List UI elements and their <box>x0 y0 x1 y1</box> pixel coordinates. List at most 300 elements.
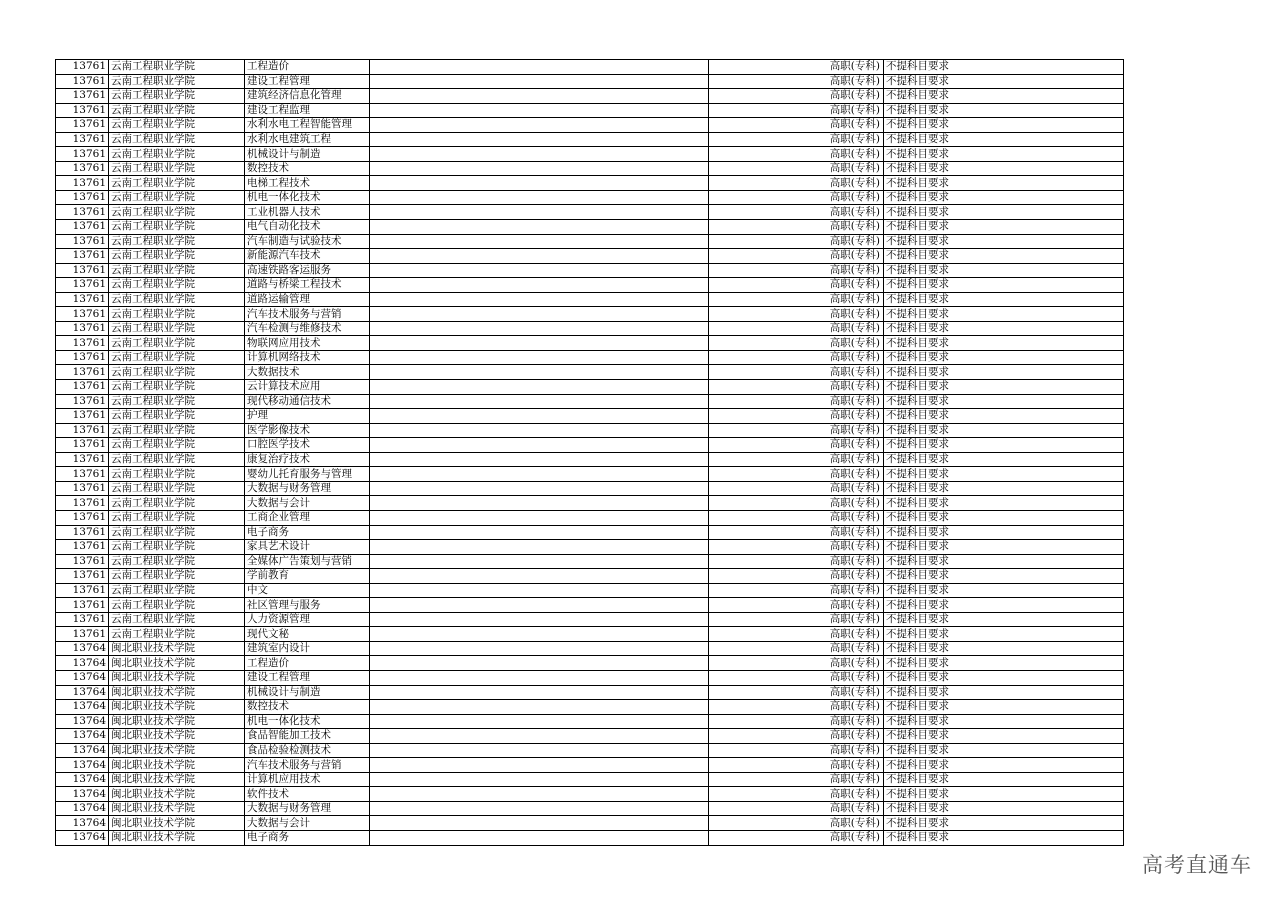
table-row <box>56 147 1124 162</box>
empty-cell <box>370 481 709 496</box>
subject-requirement-cell: 不提科目要求 <box>884 336 1124 351</box>
school-code-cell: 13764 <box>56 787 109 802</box>
school-code-cell: 13764 <box>56 729 109 744</box>
school-name-cell: 闽北职业技术学院 <box>109 758 245 773</box>
major-name-cell: 计算机应用技术 <box>245 772 370 787</box>
level-cell: 高职(专科) <box>709 292 884 307</box>
subject-requirement-cell: 不提科目要求 <box>884 409 1124 424</box>
school-name-cell: 云南工程职业学院 <box>109 147 245 162</box>
school-code-cell: 13761 <box>56 292 109 307</box>
table-row <box>56 554 1124 569</box>
school-code-cell: 13761 <box>56 220 109 235</box>
level-cell: 高职(专科) <box>709 350 884 365</box>
empty-cell <box>370 249 709 264</box>
table-row <box>56 540 1124 555</box>
major-name-cell: 学前教育 <box>245 569 370 584</box>
school-name-cell: 云南工程职业学院 <box>109 263 245 278</box>
school-name-cell: 云南工程职业学院 <box>109 583 245 598</box>
school-code-cell: 13761 <box>56 467 109 482</box>
school-name-cell: 云南工程职业学院 <box>109 190 245 205</box>
major-name-cell: 建筑经济信息化管理 <box>245 89 370 104</box>
level-cell: 高职(专科) <box>709 190 884 205</box>
empty-cell <box>370 627 709 642</box>
level-cell: 高职(专科) <box>709 830 884 845</box>
major-name-cell: 大数据与会计 <box>245 816 370 831</box>
empty-cell <box>370 307 709 322</box>
major-name-cell: 水利水电建筑工程 <box>245 132 370 147</box>
school-name-cell: 云南工程职业学院 <box>109 278 245 293</box>
subject-requirement-cell: 不提科目要求 <box>884 161 1124 176</box>
school-code-cell: 13761 <box>56 525 109 540</box>
subject-requirement-cell: 不提科目要求 <box>884 758 1124 773</box>
school-name-cell: 云南工程职业学院 <box>109 161 245 176</box>
subject-requirement-cell: 不提科目要求 <box>884 641 1124 656</box>
school-code-cell: 13761 <box>56 452 109 467</box>
subject-requirement-cell: 不提科目要求 <box>884 816 1124 831</box>
school-name-cell: 云南工程职业学院 <box>109 220 245 235</box>
table-row <box>56 830 1124 845</box>
school-name-cell: 闽北职业技术学院 <box>109 685 245 700</box>
empty-cell <box>370 612 709 627</box>
empty-cell <box>370 816 709 831</box>
level-cell: 高职(专科) <box>709 627 884 642</box>
school-code-cell: 13761 <box>56 510 109 525</box>
level-cell: 高职(专科) <box>709 132 884 147</box>
school-name-cell: 云南工程职业学院 <box>109 307 245 322</box>
school-name-cell: 云南工程职业学院 <box>109 132 245 147</box>
table-row <box>56 118 1124 133</box>
table-row <box>56 190 1124 205</box>
school-name-cell: 云南工程职业学院 <box>109 176 245 191</box>
major-name-cell: 家具艺术设计 <box>245 540 370 555</box>
school-name-cell: 云南工程职业学院 <box>109 409 245 424</box>
empty-cell <box>370 220 709 235</box>
empty-cell <box>370 583 709 598</box>
school-code-cell: 13761 <box>56 103 109 118</box>
table-row <box>56 380 1124 395</box>
major-name-cell: 机械设计与制造 <box>245 147 370 162</box>
table-row <box>56 758 1124 773</box>
level-cell: 高职(专科) <box>709 481 884 496</box>
empty-cell <box>370 60 709 75</box>
empty-cell <box>370 467 709 482</box>
level-cell: 高职(专科) <box>709 321 884 336</box>
level-cell: 高职(专科) <box>709 409 884 424</box>
major-name-cell: 电子商务 <box>245 830 370 845</box>
major-name-cell: 建设工程管理 <box>245 670 370 685</box>
major-name-cell: 工业机器人技术 <box>245 205 370 220</box>
school-name-cell: 云南工程职业学院 <box>109 336 245 351</box>
school-name-cell: 云南工程职业学院 <box>109 496 245 511</box>
school-name-cell: 闽北职业技术学院 <box>109 772 245 787</box>
subject-requirement-cell: 不提科目要求 <box>884 307 1124 322</box>
major-name-cell: 大数据与财务管理 <box>245 801 370 816</box>
empty-cell <box>370 350 709 365</box>
school-name-cell: 云南工程职业学院 <box>109 554 245 569</box>
school-name-cell: 云南工程职业学院 <box>109 234 245 249</box>
major-name-cell: 食品检验检测技术 <box>245 743 370 758</box>
empty-cell <box>370 409 709 424</box>
table-row <box>56 627 1124 642</box>
empty-cell <box>370 714 709 729</box>
school-name-cell: 云南工程职业学院 <box>109 438 245 453</box>
school-name-cell: 云南工程职业学院 <box>109 321 245 336</box>
school-code-cell: 13761 <box>56 190 109 205</box>
major-name-cell: 康复治疗技术 <box>245 452 370 467</box>
school-name-cell: 云南工程职业学院 <box>109 452 245 467</box>
major-name-cell: 大数据技术 <box>245 365 370 380</box>
empty-cell <box>370 452 709 467</box>
level-cell: 高职(专科) <box>709 103 884 118</box>
school-code-cell: 13761 <box>56 205 109 220</box>
empty-cell <box>370 103 709 118</box>
empty-cell <box>370 263 709 278</box>
empty-cell <box>370 118 709 133</box>
school-code-cell: 13764 <box>56 641 109 656</box>
school-code-cell: 13761 <box>56 481 109 496</box>
table-row <box>56 598 1124 613</box>
table-row <box>56 729 1124 744</box>
subject-requirement-cell: 不提科目要求 <box>884 670 1124 685</box>
table-row <box>56 569 1124 584</box>
empty-cell <box>370 670 709 685</box>
subject-requirement-cell: 不提科目要求 <box>884 525 1124 540</box>
school-code-cell: 13761 <box>56 540 109 555</box>
level-cell: 高职(专科) <box>709 714 884 729</box>
subject-requirement-cell: 不提科目要求 <box>884 147 1124 162</box>
table-row <box>56 234 1124 249</box>
subject-requirement-cell: 不提科目要求 <box>884 438 1124 453</box>
table-row <box>56 350 1124 365</box>
subject-requirement-cell: 不提科目要求 <box>884 132 1124 147</box>
table-row <box>56 74 1124 89</box>
level-cell: 高职(专科) <box>709 438 884 453</box>
empty-cell <box>370 190 709 205</box>
level-cell: 高职(专科) <box>709 89 884 104</box>
table-row <box>56 365 1124 380</box>
table-row <box>56 438 1124 453</box>
school-name-cell: 云南工程职业学院 <box>109 612 245 627</box>
major-name-cell: 工程造价 <box>245 60 370 75</box>
empty-cell <box>370 365 709 380</box>
empty-cell <box>370 132 709 147</box>
empty-cell <box>370 656 709 671</box>
major-name-cell: 护理 <box>245 409 370 424</box>
school-name-cell: 云南工程职业学院 <box>109 60 245 75</box>
major-name-cell: 云计算技术应用 <box>245 380 370 395</box>
school-code-cell: 13761 <box>56 423 109 438</box>
level-cell: 高职(专科) <box>709 380 884 395</box>
subject-requirement-cell: 不提科目要求 <box>884 394 1124 409</box>
table-row <box>56 161 1124 176</box>
school-code-cell: 13764 <box>56 801 109 816</box>
subject-requirement-cell: 不提科目要求 <box>884 700 1124 715</box>
empty-cell <box>370 641 709 656</box>
table-row <box>56 132 1124 147</box>
level-cell: 高职(专科) <box>709 569 884 584</box>
major-name-cell: 软件技术 <box>245 787 370 802</box>
table-row <box>56 510 1124 525</box>
level-cell: 高职(专科) <box>709 758 884 773</box>
school-code-cell: 13764 <box>56 772 109 787</box>
subject-requirement-cell: 不提科目要求 <box>884 176 1124 191</box>
school-code-cell: 13761 <box>56 598 109 613</box>
subject-requirement-cell: 不提科目要求 <box>884 743 1124 758</box>
major-name-cell: 电气自动化技术 <box>245 220 370 235</box>
level-cell: 高职(专科) <box>709 394 884 409</box>
table-row <box>56 467 1124 482</box>
table-row <box>56 176 1124 191</box>
school-code-cell: 13761 <box>56 234 109 249</box>
subject-requirement-cell: 不提科目要求 <box>884 365 1124 380</box>
school-code-cell: 13764 <box>56 714 109 729</box>
school-name-cell: 云南工程职业学院 <box>109 467 245 482</box>
school-code-cell: 13764 <box>56 830 109 845</box>
empty-cell <box>370 74 709 89</box>
major-name-cell: 高速铁路客运服务 <box>245 263 370 278</box>
level-cell: 高职(专科) <box>709 161 884 176</box>
school-name-cell: 云南工程职业学院 <box>109 350 245 365</box>
school-name-cell: 闽北职业技术学院 <box>109 670 245 685</box>
major-name-cell: 大数据与会计 <box>245 496 370 511</box>
school-code-cell: 13761 <box>56 554 109 569</box>
table-row <box>56 816 1124 831</box>
subject-requirement-cell: 不提科目要求 <box>884 481 1124 496</box>
empty-cell <box>370 700 709 715</box>
level-cell: 高职(专科) <box>709 176 884 191</box>
school-code-cell: 13761 <box>56 321 109 336</box>
school-name-cell: 云南工程职业学院 <box>109 249 245 264</box>
table-row <box>56 394 1124 409</box>
table-row <box>56 525 1124 540</box>
major-name-cell: 大数据与财务管理 <box>245 481 370 496</box>
subject-requirement-cell: 不提科目要求 <box>884 656 1124 671</box>
table-row <box>56 670 1124 685</box>
level-cell: 高职(专科) <box>709 496 884 511</box>
subject-requirement-cell: 不提科目要求 <box>884 278 1124 293</box>
major-name-cell: 汽车检测与维修技术 <box>245 321 370 336</box>
major-name-cell: 全媒体广告策划与营销 <box>245 554 370 569</box>
empty-cell <box>370 772 709 787</box>
empty-cell <box>370 292 709 307</box>
subject-requirement-cell: 不提科目要求 <box>884 205 1124 220</box>
major-name-cell: 口腔医学技术 <box>245 438 370 453</box>
subject-requirement-cell: 不提科目要求 <box>884 103 1124 118</box>
subject-requirement-cell: 不提科目要求 <box>884 220 1124 235</box>
table-row <box>56 89 1124 104</box>
school-code-cell: 13761 <box>56 118 109 133</box>
major-name-cell: 社区管理与服务 <box>245 598 370 613</box>
level-cell: 高职(专科) <box>709 554 884 569</box>
major-name-cell: 计算机网络技术 <box>245 350 370 365</box>
empty-cell <box>370 525 709 540</box>
subject-requirement-cell: 不提科目要求 <box>884 190 1124 205</box>
subject-requirement-cell: 不提科目要求 <box>884 801 1124 816</box>
level-cell: 高职(专科) <box>709 60 884 75</box>
major-name-cell: 电子商务 <box>245 525 370 540</box>
empty-cell <box>370 787 709 802</box>
level-cell: 高职(专科) <box>709 685 884 700</box>
school-code-cell: 13761 <box>56 365 109 380</box>
major-name-cell: 汽车技术服务与营销 <box>245 758 370 773</box>
major-name-cell: 医学影像技术 <box>245 423 370 438</box>
major-name-cell: 工商企业管理 <box>245 510 370 525</box>
table-row <box>56 205 1124 220</box>
major-name-cell: 中文 <box>245 583 370 598</box>
school-name-cell: 闽北职业技术学院 <box>109 830 245 845</box>
subject-requirement-cell: 不提科目要求 <box>884 772 1124 787</box>
empty-cell <box>370 685 709 700</box>
subject-requirement-cell: 不提科目要求 <box>884 598 1124 613</box>
level-cell: 高职(专科) <box>709 670 884 685</box>
level-cell: 高职(专科) <box>709 74 884 89</box>
subject-requirement-cell: 不提科目要求 <box>884 830 1124 845</box>
empty-cell <box>370 743 709 758</box>
empty-cell <box>370 598 709 613</box>
table-row <box>56 700 1124 715</box>
subject-requirement-cell: 不提科目要求 <box>884 292 1124 307</box>
empty-cell <box>370 758 709 773</box>
subject-requirement-cell: 不提科目要求 <box>884 714 1124 729</box>
school-code-cell: 13761 <box>56 409 109 424</box>
school-name-cell: 闽北职业技术学院 <box>109 743 245 758</box>
school-code-cell: 13761 <box>56 60 109 75</box>
empty-cell <box>370 161 709 176</box>
level-cell: 高职(专科) <box>709 220 884 235</box>
major-name-cell: 道路运输管理 <box>245 292 370 307</box>
major-name-cell: 人力资源管理 <box>245 612 370 627</box>
subject-requirement-cell: 不提科目要求 <box>884 685 1124 700</box>
table-row <box>56 220 1124 235</box>
level-cell: 高职(专科) <box>709 467 884 482</box>
major-name-cell: 汽车技术服务与营销 <box>245 307 370 322</box>
empty-cell <box>370 278 709 293</box>
school-code-cell: 13761 <box>56 569 109 584</box>
level-cell: 高职(专科) <box>709 510 884 525</box>
level-cell: 高职(专科) <box>709 583 884 598</box>
school-code-cell: 13761 <box>56 249 109 264</box>
table-row <box>56 787 1124 802</box>
empty-cell <box>370 321 709 336</box>
empty-cell <box>370 336 709 351</box>
major-name-cell: 机电一体化技术 <box>245 190 370 205</box>
empty-cell <box>370 380 709 395</box>
level-cell: 高职(专科) <box>709 700 884 715</box>
major-name-cell: 工程造价 <box>245 656 370 671</box>
empty-cell <box>370 830 709 845</box>
empty-cell <box>370 801 709 816</box>
table-row <box>56 263 1124 278</box>
school-code-cell: 13761 <box>56 307 109 322</box>
school-code-cell: 13761 <box>56 627 109 642</box>
school-code-cell: 13761 <box>56 161 109 176</box>
level-cell: 高职(专科) <box>709 641 884 656</box>
empty-cell <box>370 510 709 525</box>
table-row <box>56 307 1124 322</box>
level-cell: 高职(专科) <box>709 598 884 613</box>
school-name-cell: 云南工程职业学院 <box>109 598 245 613</box>
table-row <box>56 321 1124 336</box>
school-code-cell: 13761 <box>56 336 109 351</box>
major-name-cell: 数控技术 <box>245 161 370 176</box>
school-name-cell: 云南工程职业学院 <box>109 569 245 584</box>
level-cell: 高职(专科) <box>709 205 884 220</box>
subject-requirement-cell: 不提科目要求 <box>884 350 1124 365</box>
subject-requirement-cell: 不提科目要求 <box>884 569 1124 584</box>
school-code-cell: 13764 <box>56 700 109 715</box>
table-row <box>56 336 1124 351</box>
school-code-cell: 13761 <box>56 263 109 278</box>
major-name-cell: 食品智能加工技术 <box>245 729 370 744</box>
level-cell: 高职(专科) <box>709 234 884 249</box>
school-name-cell: 闽北职业技术学院 <box>109 700 245 715</box>
empty-cell <box>370 423 709 438</box>
major-name-cell: 电梯工程技术 <box>245 176 370 191</box>
subject-requirement-cell: 不提科目要求 <box>884 263 1124 278</box>
subject-requirement-cell: 不提科目要求 <box>884 423 1124 438</box>
table-row <box>56 743 1124 758</box>
major-name-cell: 物联网应用技术 <box>245 336 370 351</box>
level-cell: 高职(专科) <box>709 743 884 758</box>
empty-cell <box>370 234 709 249</box>
subject-requirement-cell: 不提科目要求 <box>884 452 1124 467</box>
school-name-cell: 云南工程职业学院 <box>109 205 245 220</box>
school-name-cell: 闽北职业技术学院 <box>109 656 245 671</box>
table-body <box>56 60 1124 846</box>
major-name-cell: 道路与桥梁工程技术 <box>245 278 370 293</box>
school-name-cell: 闽北职业技术学院 <box>109 714 245 729</box>
school-name-cell: 云南工程职业学院 <box>109 103 245 118</box>
table-row <box>56 656 1124 671</box>
school-code-cell: 13761 <box>56 132 109 147</box>
school-name-cell: 云南工程职业学院 <box>109 292 245 307</box>
watermark-logo: 高考直通车 <box>1142 853 1252 877</box>
school-name-cell: 闽北职业技术学院 <box>109 801 245 816</box>
level-cell: 高职(专科) <box>709 365 884 380</box>
school-code-cell: 13761 <box>56 74 109 89</box>
school-code-cell: 13764 <box>56 816 109 831</box>
major-name-cell: 机械设计与制造 <box>245 685 370 700</box>
school-name-cell: 云南工程职业学院 <box>109 423 245 438</box>
empty-cell <box>370 394 709 409</box>
subject-requirement-cell: 不提科目要求 <box>884 787 1124 802</box>
major-name-cell: 现代文秘 <box>245 627 370 642</box>
table-row <box>56 452 1124 467</box>
table-row <box>56 249 1124 264</box>
subject-requirement-cell: 不提科目要求 <box>884 583 1124 598</box>
empty-cell <box>370 569 709 584</box>
level-cell: 高职(专科) <box>709 278 884 293</box>
subject-requirement-cell: 不提科目要求 <box>884 74 1124 89</box>
school-name-cell: 云南工程职业学院 <box>109 365 245 380</box>
subject-requirement-cell: 不提科目要求 <box>884 467 1124 482</box>
level-cell: 高职(专科) <box>709 729 884 744</box>
empty-cell <box>370 89 709 104</box>
table-row <box>56 292 1124 307</box>
subject-requirement-cell: 不提科目要求 <box>884 510 1124 525</box>
school-code-cell: 13761 <box>56 394 109 409</box>
school-code-cell: 13761 <box>56 612 109 627</box>
school-name-cell: 闽北职业技术学院 <box>109 641 245 656</box>
empty-cell <box>370 205 709 220</box>
school-code-cell: 13764 <box>56 758 109 773</box>
major-name-cell: 建设工程监理 <box>245 103 370 118</box>
table-row <box>56 278 1124 293</box>
level-cell: 高职(专科) <box>709 801 884 816</box>
subject-requirement-cell: 不提科目要求 <box>884 234 1124 249</box>
level-cell: 高职(专科) <box>709 118 884 133</box>
school-code-cell: 13764 <box>56 685 109 700</box>
